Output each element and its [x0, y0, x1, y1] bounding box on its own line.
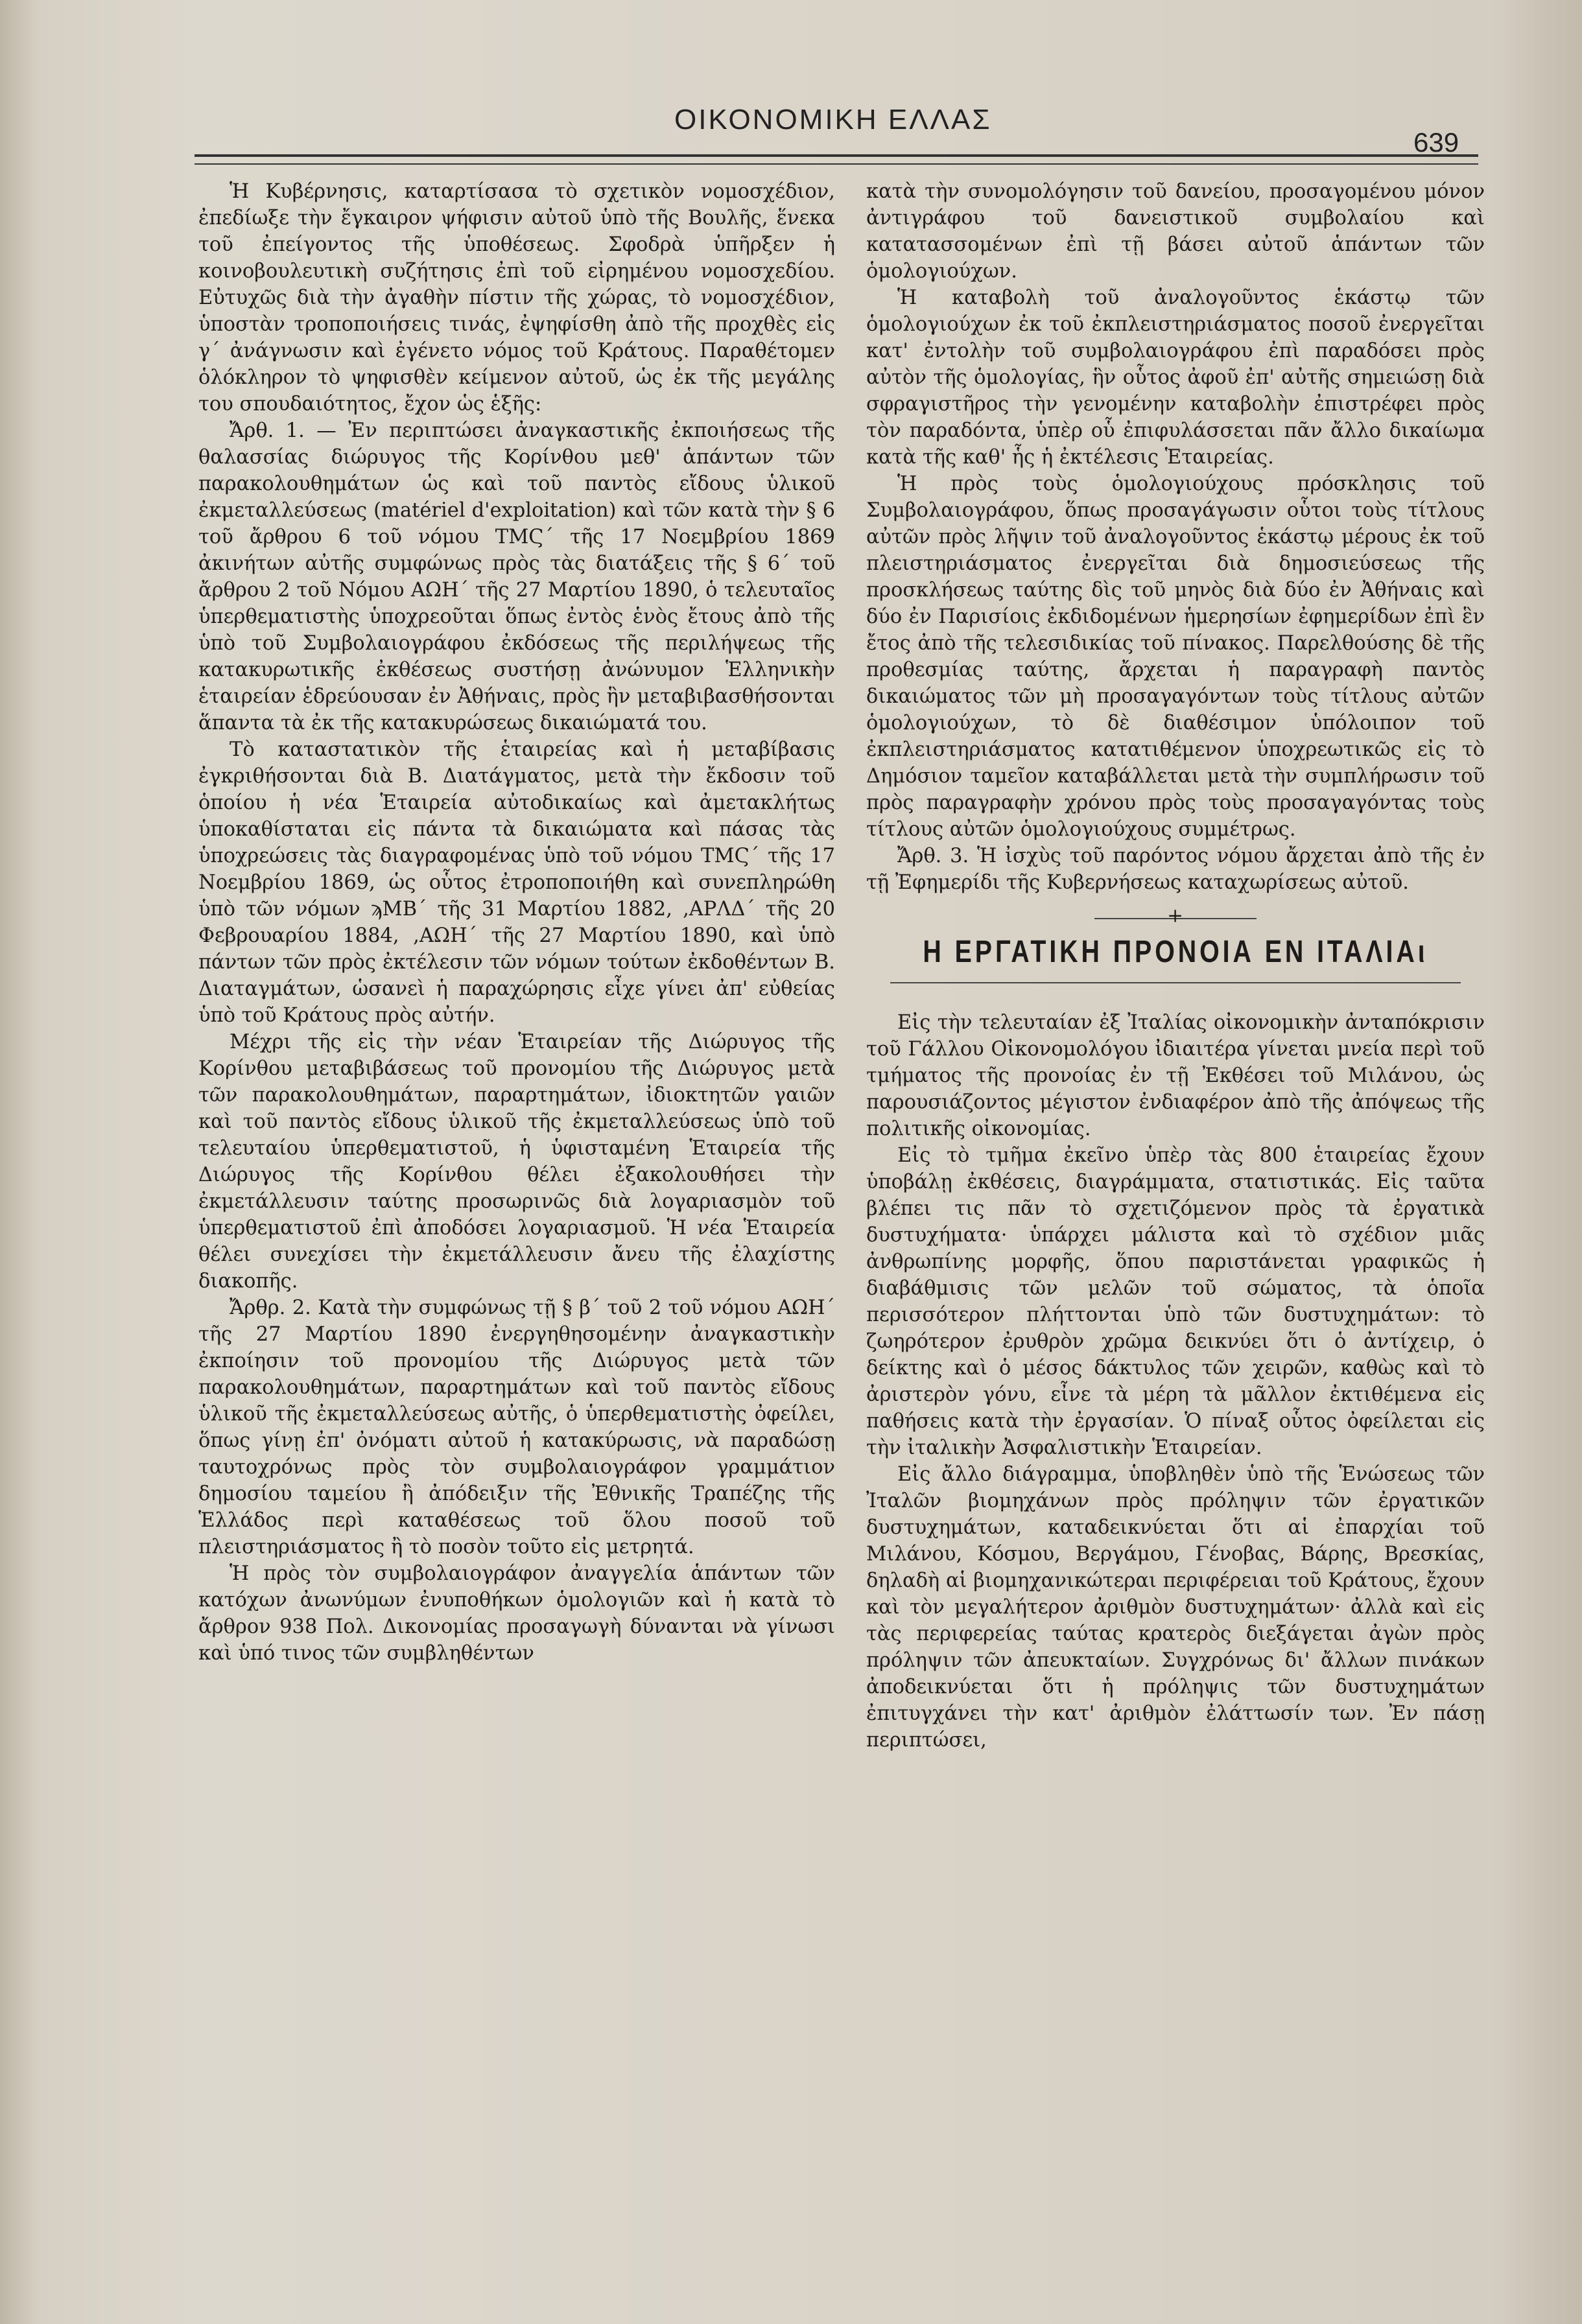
header-rule-thick	[195, 154, 1478, 157]
left-paragraph: Ἡ Κυβέρνησις, καταρτίσασα τὸ σχετικὸν νομοσχέδιον, ἐπεδίωξε τὴν ἔγκαιρον ψήφισιν αὐτοῦ ὑπὸ τῆς Βουλῆς, ἕνεκα τοῦ ἐπείγοντος τῆς ὑποθέσεως. Σφοδρὰ ὑπῆρξεν ἡ κοινοβουλευτικὴ συζήτησις ἐπὶ τοῦ εἰρημένου νομοσχεδίου. Εὐτυχῶς διὰ τὴν ἀγαθὴν πίστιν τῆς χώρας, τὸ νομοσχέδιον, ὑποστὰν τροποποιήσεις τινάς, ἐψηφίσθη ἀπὸ τῆς προχθὲς εἰς γ΄ ἀνάγνωσιν καὶ ἐγένετο νόμος τοῦ Κράτους. Παραθέτομεν ὁλόκληρον τὸ ψηφισθὲν κείμενον αὐτοῦ, ὡς ἐκ τῆς μεγάλης του σπουδαιότητος, ἔχον ὡς ἑξῆς:	[198, 180, 835, 416]
right-paragraph: Εἰς τὸ τμῆμα ἐκεῖνο ὑπὲρ τὰς 800 ἑταιρείας ἔχουν ὑποβάλῃ ἐκθέσεις, διαγράμματα, στατιστικάς. Εἰς ταῦτα βλέπει τις πᾶν τὸ σχετιζόμενον πρὸς τὰ ἐργατικὰ δυστυχήματα· ὑπάρχει μάλιστα καὶ τὸ σχέδιον μιᾶς ἀνθρωπίνης μορφῆς, ὅπου παριστάνεται γραφικῶς ἡ διαβάθμισις τῶν μελῶν τοῦ σώματος, τὰ ὁποῖα περισσότερον πλήττονται ὑπὸ τῶν δυστυχημάτων: τὸ ζωηρότερον ἐρυθρὸν χρῶμα δεικνύει ὅτι ὁ ἀντίχειρ, ὁ δείκτης καὶ ὁ μέσος δάκτυλος τῶν χειρῶν, καθὼς καὶ τὸ ἀριστερὸν γόνυ, εἶνε τὰ μέρη τὰ μᾶλλον ἐκτιθέμενα εἰς παθήσεις κατὰ τὴν ἐργασίαν. Ὁ πίναξ οὗτος ὀφείλεται εἰς τὴν ἰταλικὴν Ἀσφαλιστικὴν Ἑταιρείαν.	[866, 1144, 1485, 1459]
left-paragraph: Ἄρθρ. 2. Κατὰ τὴν συμφώνως τῇ § β΄ τοῦ 2 τοῦ νόμου ΑΩΗ΄ τῆς 27 Μαρτίου 1890 ἐνεργηθησομένην ἀναγκαστικὴν ἐκποίησιν τοῦ προνομίου τῆς Διώρυγος μετὰ τῶν παρακολουθημάτων, παραρτημάτων καὶ τοῦ παντὸς εἴδους ὑλικοῦ τῆς ἐκμεταλλεύσεως αὐτῆς, ὁ ὑπερθεματιστὴς ὀφείλει, ὅπως γίνῃ ἐπ' ὀνόματι αὐτοῦ ἡ κατακύρωσις, νὰ παραδώσῃ ταυτοχρόνως πρὸς τὸν συμβολαιογράφον γραμμάτιον δημοσίου ταμείου ἢ ἀπόδειξιν τῆς Ἐθνικῆς Τραπέζης τῆς Ἑλλάδος περὶ καταθέσεως τοῦ ὅλου ποσοῦ τοῦ πλειστηριάσματος ἢ τὸ ποσὸν τοῦτο εἰς μετρητά.	[198, 1297, 835, 1558]
left-paragraph: Τὸ καταστατικὸν τῆς ἑταιρείας καὶ ἡ μεταβίβασις ἐγκριθήσονται διὰ Β. Διατάγματος, μετὰ τὴν ἔκδοσιν τοῦ ὁποίου ἡ νέα Ἑταιρεία αὐτοδικαίως καὶ ἀμετακλήτως ὑποκαθίσταται εἰς πάντα τὰ δικαιώματα καὶ πάσας τὰς ὑποχρεώσεις τὰς διαγραφομένας ὑπὸ τοῦ νόμου ΤΜϚ΄ τῆς 17 Νοεμβρίου 1869, ὡς οὗτος ἐτροποποιήθη καὶ συνεπληρώθη ὑπὸ τῶν νόμων ϡΜΒ΄ τῆς 31 Μαρτίου 1882, ,ΑΡΛΔ΄ τῆς 20 Φεβρουαρίου 1884, ,ΑΩΗ΄ τῆς 27 Μαρτίου 1890, καὶ ὑπὸ πάντων τῶν πρὸς ἐκτέλεσιν τῶν νόμων τούτων ἐκδοθέντων Β. Διαταγμάτων, ὡσανεὶ ἡ παραχώρησις εἶχε γίνει ἀπ' εὐθείας ὑπὸ τοῦ Κράτους πρὸς αὐτήν.	[198, 738, 835, 1027]
running-head: ΟΙΚΟΝΟΜΙΚΗ ΕΛΛΑΣ	[674, 104, 992, 135]
header-rule-thin	[195, 163, 1478, 165]
left-column	[198, 178, 835, 1667]
right-paragraph: Ἡ καταβολὴ τοῦ ἀναλογοῦντος ἑκάστῳ τῶν ὁμολογιούχων ἐκ τοῦ ἐκπλειστηριάσματος ποσοῦ ἐνεργεῖται κατ' ἐντολὴν τοῦ συμβολαιογράφου ἐπὶ παραδόσει πρὸς αὐτὸν τῆς ὁμολογίας, ἣν οὗτος ἀφοῦ ἐπ' αὐτῆς σημειώσῃ διὰ σφραγιστῆρος τὴν γενομένην καταβολὴν ἐπιστρέφει πρὸς τὸν παραδόντα, ὑπὲρ οὗ ἐπιφυλάσσεται πᾶν ἄλλο δικαίωμα κατὰ τῆς καθ' ἧς ἡ ἐκτέλεσις Ἑταιρείας.	[866, 287, 1485, 469]
right-paragraph: Εἰς ἄλλο διάγραμμα, ὑποβληθὲν ὑπὸ τῆς Ἑνώσεως τῶν Ἰταλῶν βιομηχάνων πρὸς πρόληψιν τῶν ἐργατικῶν δυστυχημάτων, καταδεικνύεται ὅτι αἱ ἐπαρχίαι τοῦ Μιλάνου, Κόσμου, Βεργάμου, Γένοβας, Βάρης, Βρεσκίας, δηλαδὴ αἱ βιομηχανικώτεραι περιφέρειαι τοῦ Κράτους, ἔχουν καὶ τὸν μεγαλήτερον ἀριθμὸν δυστυχημάτων· ἀλλὰ καὶ εἰς τὰς περιφερείας ταύτας κρατερὸς διεξάγεται ἀγὼν πρὸς πρόληψιν τῶν ἀπευκταίων. Συγχρόνως δι' ἄλλων πινάκων ἀποδεικνύεται ὅτι ἡ πρόληψις τῶν δυστυχημάτων ἐπιτυγχάνει τὴν κατ' ἀριθμὸν ἐλάττωσίν των. Ἐν πάσῃ περιπτώσει,	[866, 1463, 1485, 1752]
page-number: 639	[1413, 127, 1459, 158]
section-title-rule	[890, 982, 1461, 983]
right-paragraph: Ἡ πρὸς τοὺς ὁμολογιούχους πρόσκλησις τοῦ Συμβολαιογράφου, ὅπως προσαγάγωσιν οὗτοι τοὺς τίτλους αὐτῶν πρὸς λῆψιν τοῦ ἀναλογοῦντος ἑκάστῳ μέρους ἐκ τοῦ πλειστηριάσματος ἐνεργεῖται διὰ δημοσιεύσεως τῆς προσκλήσεως ταύτης δὶς τοῦ μηνὸς διὰ δύο ἐν Ἀθήναις καὶ δύο ἐν Παρισίοις ἐκδιδομένων ἡμερησίων ἐφημερίδων ἐπὶ ἓν ἔτος ἀπὸ τῆς τελεσιδικίας τοῦ πίνακος. Παρελθούσης δὲ τῆς προθεσμίας ταύτης, ἄρχεται ἡ παραγραφὴ παντὸς δικαιώματος τῶν μὴ προσαγαγόντων τοὺς τίτλους αὐτῶν ὁμολογιούχων, τὸ δὲ διαθέσιμον ὑπόλοιπον τοῦ ἐκπλειστηριάσματος κατατιθέμενον ὑποχρεωτικῶς εἰς τὸ Δημόσιον ταμεῖον καταβάλλεται μετὰ τὴν συμπλήρωσιν τοῦ πρὸς παραγραφὴν χρόνου πρὸς τοὺς προσαγαγόντας τοὺς τίτλους αὐτῶν ὁμολογιούχους συμμέτρως.	[866, 473, 1485, 841]
right-paragraph: Εἰς τὴν τελευταίαν ἐξ Ἰταλίας οἰκονομικὴν ἀνταπόκρισιν τοῦ Γάλλου Οἰκονομολόγου ἰδιαιτέρα γίνεται μνεία περὶ τοῦ τμήματος τῆς προνοίας ἐν τῇ Ἐκθέσει τοῦ Μιλάνου, ὡς παρουσιάζοντος μέγιστον ἐνδιαφέρον ἀπὸ τῆς ἀπόψεως τῆς πολιτικῆς οἰκονομίας.	[866, 1011, 1485, 1140]
right-paragraph: Ἄρθ. 3. Ἡ ἰσχὺς τοῦ παρόντος νόμου ἄρχεται ἀπὸ τῆς ἐν τῇ Ἐφημερίδι τῆς Κυβερνήσεως καταχωρίσεως αὐτοῦ.	[866, 845, 1485, 894]
left-paragraph: Μέχρι τῆς εἰς τὴν νέαν Ἑταιρείαν τῆς Διώρυγος τῆς Κορίνθου μεταβιβάσεως τοῦ προνομίου τῆς Διώρυγος μετὰ τῶν παρακολουθημάτων, παραρτημάτων, ἰδιοκτητῶν γαιῶν καὶ τοῦ παντὸς εἴδους ὑλικοῦ τῆς ἐκμεταλλεύσεως ὑπὸ τοῦ τελευταίου ὑπερθεματιστοῦ, ἡ ὑφισταμένη Ἑταιρεία τῆς Διώρυγος τῆς Κορίνθου θέλει ἐξακολουθήσει τὴν ἐκμετάλλευσιν ταύτης προσωρινῶς διὰ λογαριασμὸν τοῦ ὑπερθεματιστοῦ ἐπὶ ἀποδόσει λογαριασμοῦ. Ἡ νέα Ἑταιρεία θέλει συνεχίσει τὴν ἐκμετάλλευσιν ἄνευ τῆς ἐλαχίστης διακοπῆς.	[198, 1031, 835, 1293]
separator-glyph: +	[1167, 904, 1184, 927]
section-separator	[1094, 904, 1257, 927]
left-paragraph: Ἡ πρὸς τὸν συμβολαιογράφον ἀναγγελία ἁπάντων τῶν κατόχων ἀνωνύμων ἐνυποθήκων ὁμολογιῶν καὶ ἡ κατὰ τὸ ἄρθρον 938 Πολ. Δικονομίας προσαγωγὴ δύνανται νὰ γίνωσι καὶ ὑπό τινος τῶν συμβληθέντων	[198, 1562, 835, 1665]
right-paragraph: κατὰ τὴν συνομολόγησιν τοῦ δανείου, προσαγομένου μόνον ἀντιγράφου τοῦ δανειστικοῦ συμβολαίου καὶ κατατασσομένων ἐπὶ τῇ βάσει αὐτοῦ ἁπάντων τῶν ὁμολογιούχων.	[866, 180, 1485, 283]
section-title: Η ΕΡΓΑΤΙΚΗ ΠΡΟΝΟΙΑ ΕΝ ΙΤΑΛΙΑι	[923, 935, 1428, 969]
left-paragraph: Ἄρθ. 1. — Ἐν περιπτώσει ἀναγκαστικῆς ἐκποιήσεως τῆς θαλασσίας διώρυγος τῆς Κορίνθου μεθ' ἁπάντων τῶν παρακολουθημάτων ὡς καὶ τοῦ παντὸς εἴδους ὑλικοῦ ἐκμεταλλεύσεως (matériel d'exploitation) καὶ τῶν κατὰ τὴν § 6 τοῦ ἄρθρου 6 τοῦ νόμου ΤΜϚ΄ τῆς 17 Νοεμβρίου 1869 ἀκινήτων αὐτῆς συμφώνως πρὸς τὰς διατάξεις τῆς § 6΄ τοῦ ἄρθρου 2 τοῦ Νόμου ΑΩΗ΄ τῆς 27 Μαρτίου 1890, ὁ τελευταῖος ὑπερθεματιστὴς ὑποχρεοῦται ὅπως ἐντὸς ἑνὸς ἔτους ἀπὸ τῆς ὑπὸ τοῦ Συμβολαιογράφου ἐκδόσεως τῆς περιλήψεως τῆς κατακυρωτικῆς ἐκθέσεως συστήσῃ ἀνώνυμον Ἑλληνικὴν ἑταιρείαν ἑδρεύουσαν ἐν Ἀθήναις, πρὸς ἣν μεταβιβασθήσονται ἅπαντα τὰ ἐκ τῆς κατακυρώσεως δικαιώματά του.	[198, 419, 835, 734]
right-column	[866, 178, 1485, 1754]
